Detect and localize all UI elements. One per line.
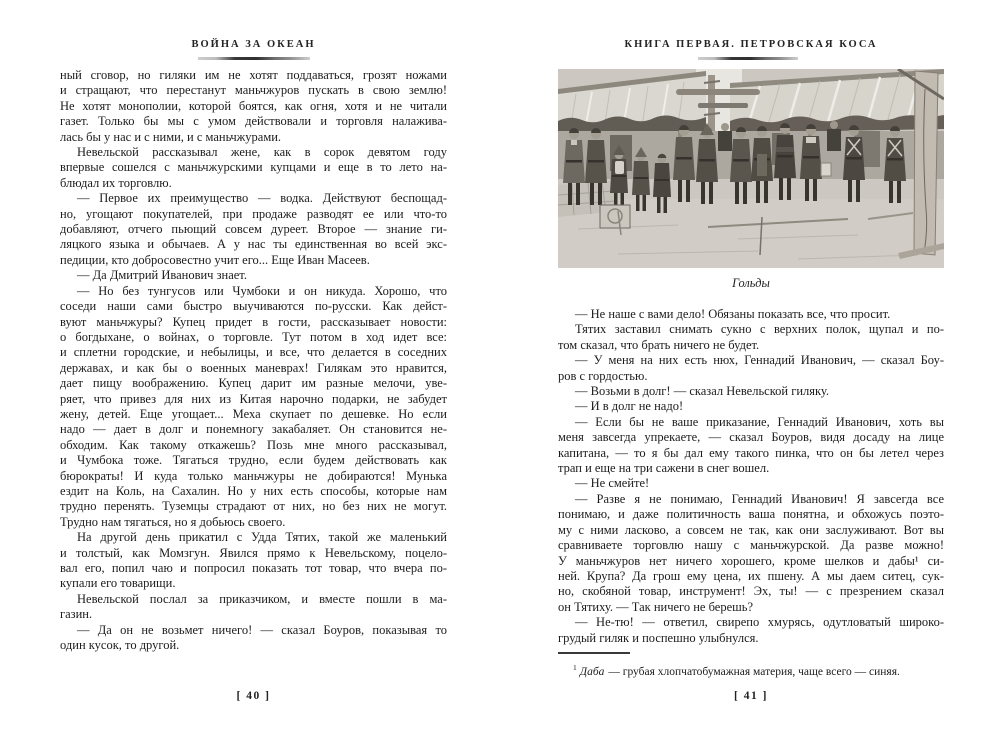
running-head-left: ВОЙНА ЗА ОКЕАН: [191, 39, 316, 50]
text-line: сравниваете торговлю нашу с маньчжурской. Да разве можно!: [558, 538, 944, 553]
text-line: вал его, попил чаю и попросил показать тот товар, что вчера по-: [60, 561, 447, 575]
text-line: капитана, — то я бы дал ему такого пинка, что он бы летел через: [558, 445, 944, 460]
text-line: бюрократы! И куда только маньчжуры не добираются! Мунька: [60, 468, 447, 483]
text-line: ряет, что привез для них из Китая нарочно подарки, не забудет: [60, 391, 447, 406]
text-line: му с ними ласково, а совсем не так, как они заслуживают. Вот вы: [558, 522, 944, 537]
head-rule-right: [698, 57, 798, 60]
text-line: — Да он не возьмет ничего! — сказал Боуров, показывая то: [77, 622, 447, 637]
text-line: газет. Только бы мы с умом действовали и торговля налажива-: [60, 114, 447, 129]
photo-caption: Гольды: [732, 276, 770, 290]
footnote: [558, 661, 944, 679]
text-line: добавляют, отчего пьющий совсем дуреет. Второе — знание ги-: [60, 222, 447, 237]
text-line: — И в долг не надо!: [575, 399, 684, 414]
text-line: Невельской послал за приказчиком, и вместе пошли в ма-: [77, 591, 447, 606]
text-line: — Да Дмитрий Иванович знает.: [77, 268, 247, 283]
text-line: Тятих заставил снимать сукно с верхних полок, щупал и по-: [575, 322, 944, 337]
text-line: обходим. Как такому откажешь? Позь мне много рассказывал,: [60, 437, 447, 452]
text-line: и стращают, что перестанут маньчжуров пускать в свою землю!: [60, 83, 447, 98]
text-line: У маньчжуров нет ничего хорошего, кроме шелков и дабы¹ си-: [558, 553, 944, 568]
text-line: державах, и как бы о военных маневрах! Гилякам это нравится,: [60, 360, 447, 375]
text-line: — Возьми в долг! — сказал Невельской гиляку.: [575, 384, 830, 399]
text-line: На другой день прикатил с Удда Тятих, такой же маленький: [77, 530, 447, 545]
page-number-left: [ 40 ]: [236, 690, 271, 702]
text-line: ный сговор, но гиляки им не хотят поддаваться, грозят ножами: [60, 68, 447, 82]
text-line: ездит на Коль, на Сахалин. Но у них есть способы, которые нам: [60, 483, 447, 498]
text-line: лась бы у нас и с ними, и с маньчжурами.: [60, 129, 282, 144]
running-head-right: КНИГА ПЕРВАЯ. ПЕТРОВСКАЯ КОСА: [624, 39, 878, 50]
left-page-text: [60, 68, 447, 653]
text-line: том сказал, что брать ничего не будет.: [558, 337, 760, 352]
text-line: ляцкого языка и обычаев. А у нас ты единственная во всей экс-: [60, 237, 447, 252]
text-line: газин.: [60, 607, 93, 622]
text-line: впервые сошелся с маньчжурскими купцами и еще в то лето на-: [60, 160, 447, 175]
text-line: но, скобяной товар, инструмент! Эх, ты! — с презрением сказал: [558, 584, 944, 599]
footnote-marker: 1: [573, 663, 577, 672]
text-line: Невельской рассказывал жене, как в сорок девятом году: [77, 145, 447, 160]
text-line: но, угощают покупателей, при продаже разводят ее или что-то: [60, 206, 447, 221]
text-line: купали его товарищи.: [60, 576, 176, 591]
text-line: ней. Крупа? Да грош ему цена, их пшену. А мы даем ситец, сук-: [558, 568, 944, 583]
right-page-text: [558, 307, 944, 646]
text-line: — Если бы не ваше приказание, Геннадий Иванович, хоть вы: [575, 414, 944, 429]
footnote-text: — грубая хлопчатобумажная материя, чаще всего — синяя.: [608, 665, 900, 678]
footnote-rule: [558, 652, 630, 654]
text-line: и сплетни городские, и небылицы, и все, что делается в соседних: [60, 345, 447, 360]
head-rule-left: [198, 57, 310, 60]
text-line: Трудно нам тягаться, но я добьюсь своего.: [60, 514, 286, 529]
text-line: — Первое их преимущество — водка. Действуют беспощад-: [77, 191, 447, 206]
text-line: трудно перенять. Туземцы страдают от них, но без них не могут.: [60, 499, 447, 514]
text-line: вуют маньчжуры? Купец придет в гости, рассказывает новости:: [60, 314, 447, 329]
text-line: педиции, кто добросовестно учит его... Еще Иван Масеев.: [60, 252, 370, 267]
page-number-right: [ 41 ]: [734, 690, 768, 702]
text-line: ров с гордостью.: [558, 368, 648, 383]
golds-photo: [558, 69, 944, 268]
text-line: соседи наши сами быстро выучиваются по-русски. Как дейст-: [60, 299, 447, 314]
text-line: Не хотят монополии, которой боятся, как огня, хотя и не читали: [60, 98, 447, 113]
text-line: дает пищу воображению. Купец дарит им разные мелочи, уве-: [60, 376, 447, 391]
footnote-term: Даба: [579, 665, 605, 678]
text-line: и Чумбока тоже. Тягаться трудно, если будем действовать как: [60, 453, 447, 468]
text-line: — Но без тунгусов или Чумбоки и он никуда. Хорошо, что: [77, 283, 447, 298]
text-line: блюдал их торговлю.: [60, 175, 172, 190]
text-line: трап и еще на три сажени в снег вошел.: [558, 461, 770, 476]
text-line: надо — дает в долг и понемногу закабаляет. Он становится не-: [60, 422, 447, 437]
text-line: и толстый, как Момзгун. Явился прямо к Невельскому, поцело-: [60, 545, 447, 560]
text-line: — Не-тю! — ответил, свирепо хмурясь, одутловатый широко-: [575, 615, 944, 630]
text-line: — Не смейте!: [575, 476, 650, 491]
text-line: грудый гиляк и поспешно улыбнулся.: [558, 630, 759, 645]
text-line: меня завсегда упрекаете, — сказал Боуров, видя досаду на лице: [558, 430, 944, 445]
text-line: — Не наше с вами дело! Обязаны показать все, что просит.: [575, 307, 891, 321]
text-line: понимаю, и даже политичность ваша понятна, и обхожусь поэто-: [558, 507, 944, 522]
text-line: жену, детей. Еще угощает... Меха скупает по дешевке. Но если: [60, 406, 447, 421]
text-line: он Тятиху. — Так ничего не берешь?: [558, 599, 754, 614]
text-line: о богдыхане, о войнах, о торговле. Тут потом в ход идет все:: [60, 329, 447, 344]
text-line: — У меня на них есть нюх, Геннадий Иванович, — сказал Боу-: [575, 353, 944, 368]
text-line: один кусок, то другой.: [60, 638, 180, 653]
text-line: — Разве я не понимаю, Геннадий Иванович! Я завсегда все: [575, 491, 944, 506]
